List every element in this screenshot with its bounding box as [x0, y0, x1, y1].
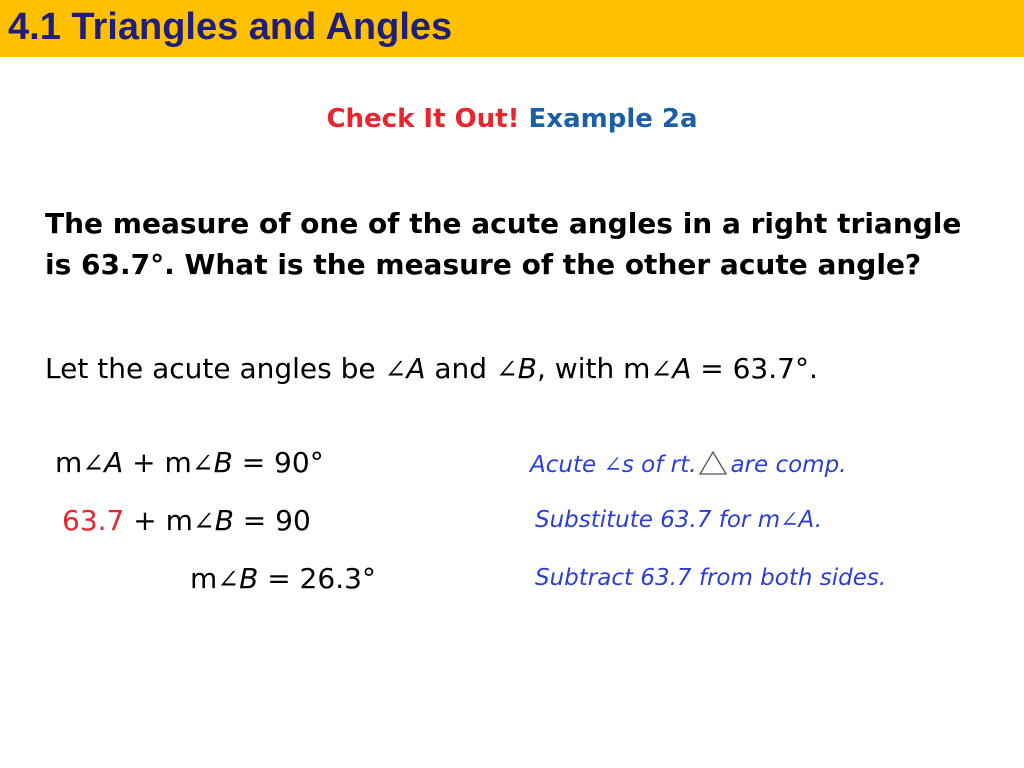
- reason-text: are comp.: [730, 452, 847, 478]
- m-label: m: [190, 562, 218, 595]
- let-and: and: [425, 352, 496, 385]
- angle-symbol-icon: ∠: [780, 508, 799, 533]
- angle-symbol-icon: ∠: [384, 355, 407, 385]
- angle-a-label: A: [104, 446, 124, 479]
- angle-symbol-icon: ∠: [82, 449, 105, 479]
- reason-text: A.: [798, 507, 823, 533]
- equation-rhs: = 90: [233, 504, 311, 537]
- title-bar: [0, 0, 1024, 57]
- angle-b-label: B: [214, 504, 234, 537]
- angle-a-label: A: [406, 352, 426, 385]
- reason-3: [535, 562, 886, 594]
- let-suffix: = 63.7°.: [691, 352, 818, 385]
- angle-symbol-icon: ∠: [191, 449, 214, 479]
- angle-symbol-icon: ∠: [603, 453, 622, 478]
- angle-symbol-icon: ∠: [495, 355, 518, 385]
- angle-symbol-icon: ∠: [217, 565, 240, 595]
- reason-1: [530, 449, 846, 485]
- angle-symbol-icon: ∠: [192, 507, 215, 537]
- let-mid: , with m: [537, 352, 651, 385]
- check-it-out-label: Check It Out!: [326, 104, 520, 134]
- reason-text: Subtract 63.7 from both sides.: [535, 565, 887, 591]
- angle-symbol-icon: ∠: [650, 355, 673, 385]
- slide-title: 4.1 Triangles and Angles: [8, 6, 453, 48]
- subtitle: [0, 98, 1024, 140]
- angle-b-label: B: [517, 352, 537, 385]
- plus-m: + m: [124, 504, 193, 537]
- reason-2: [535, 504, 822, 537]
- let-statement: [45, 349, 818, 390]
- example-label: Example 2a: [528, 104, 698, 134]
- plus-m: + m: [123, 446, 192, 479]
- substituted-value: 63.7: [62, 504, 125, 537]
- angle-b-label: B: [239, 562, 259, 595]
- angle-b-label: B: [213, 446, 233, 479]
- equation-rhs: = 26.3°: [258, 562, 376, 595]
- reason-text: s of rt.: [621, 452, 697, 478]
- m-label: m: [55, 446, 83, 479]
- equation-step-1: [55, 443, 324, 484]
- reason-text: Acute: [530, 452, 604, 478]
- triangle-icon: [698, 450, 728, 485]
- equation-step-3: [190, 559, 376, 600]
- angle-a-label: A: [672, 352, 692, 385]
- problem-statement: [45, 203, 985, 285]
- equation-step-2: [62, 501, 311, 542]
- equation-rhs: = 90°: [232, 446, 324, 479]
- let-prefix: Let the acute angles be: [45, 352, 385, 385]
- reason-text: Substitute 63.7 for m: [535, 507, 781, 533]
- problem-text: The measure of one of the acute angles in a right triangle is 63.7°. What is the measure of the other acute angle?: [45, 207, 962, 281]
